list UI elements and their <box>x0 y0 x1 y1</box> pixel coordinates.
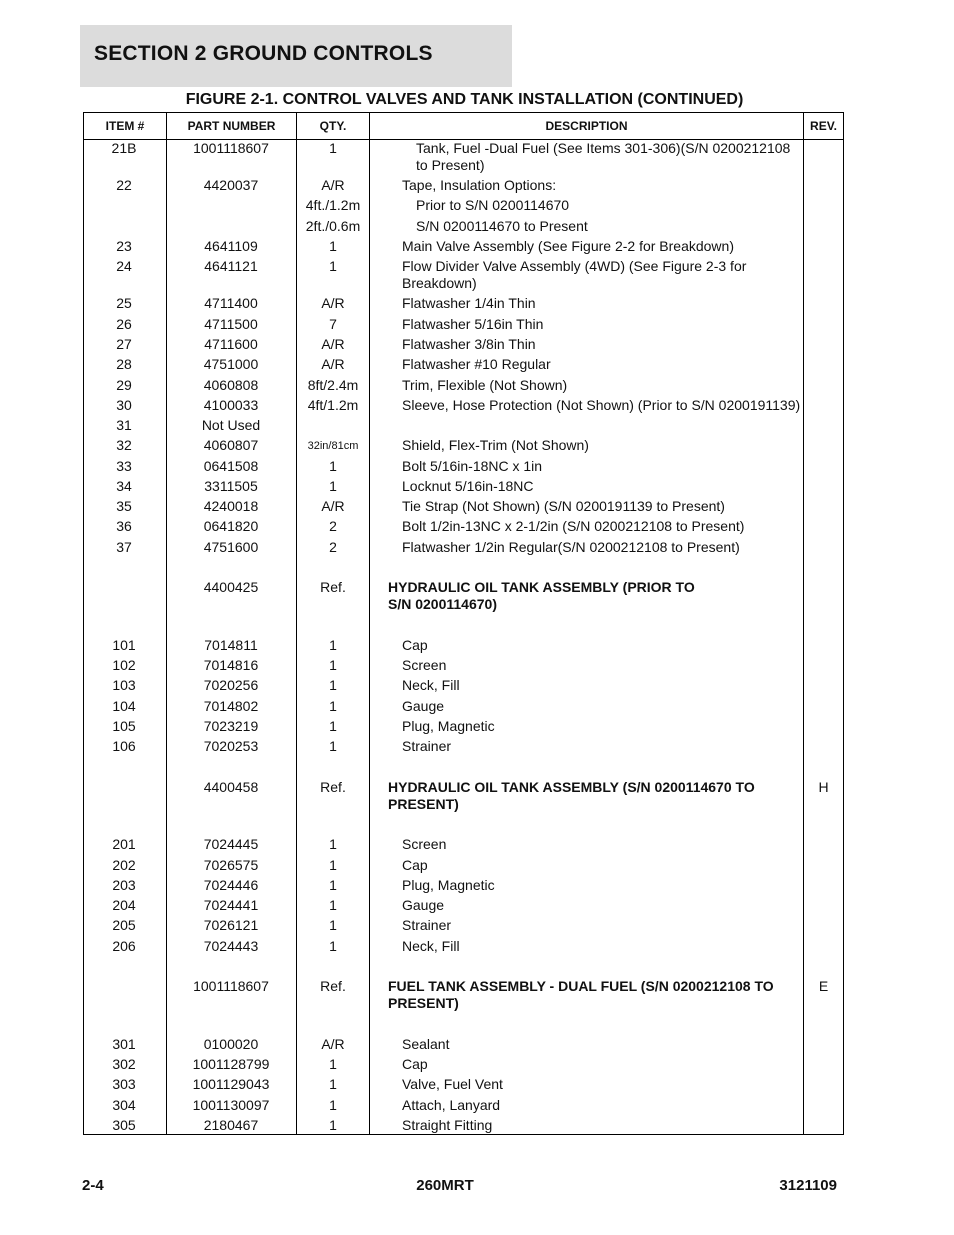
part-number-cell: 4751600 <box>203 539 259 555</box>
item-number-cell: 103 <box>112 677 136 693</box>
description-cell: Plug, Magnetic <box>402 877 495 893</box>
qty-cell: 1 <box>329 738 337 754</box>
item-number-cell: 206 <box>112 938 136 954</box>
col-header-item: ITEM # <box>105 119 145 133</box>
part-number-cell: 4400425 <box>203 579 259 595</box>
section-title: SECTION 2 GROUND CONTROLS <box>94 42 433 65</box>
qty-cell: 1 <box>329 258 337 274</box>
item-number-cell: 26 <box>116 316 132 332</box>
footer-doc-number: 3121109 <box>779 1177 837 1194</box>
qty-cell: 1 <box>329 458 337 474</box>
qty-cell: 1 <box>329 718 337 734</box>
qty-cell: 2ft./0.6m <box>305 218 361 234</box>
part-number-cell: 7020253 <box>203 738 259 754</box>
description-cell: Strainer <box>402 917 452 933</box>
item-number-cell: 30 <box>116 397 132 413</box>
item-number-cell: 203 <box>112 877 136 893</box>
part-number-cell: 0100020 <box>203 1036 259 1052</box>
description-cell: Flatwasher #10 Regular <box>402 356 551 372</box>
part-number-cell: 7024443 <box>203 938 259 954</box>
part-number-cell: 7024441 <box>203 897 259 913</box>
part-number-cell: 4711600 <box>204 336 258 352</box>
qty-cell: 2 <box>329 539 337 555</box>
description-cell: Gauge <box>402 698 445 714</box>
item-number-cell: 302 <box>112 1056 136 1072</box>
part-number-cell: 1001128799 <box>192 1056 270 1072</box>
description-cell: Flatwasher 1/2in Regular(S/N 0200212108 to Present) <box>402 539 740 555</box>
qty-cell: 1 <box>329 478 337 494</box>
rev-cell: H <box>818 779 829 795</box>
qty-cell: 1 <box>329 938 337 954</box>
part-number-cell: 4711400 <box>204 295 258 311</box>
qty-cell: A/R <box>321 356 345 372</box>
part-number-cell: 7014811 <box>204 637 258 653</box>
part-number-cell: 3311505 <box>204 478 258 494</box>
part-number-cell: 4100033 <box>203 397 259 413</box>
item-number-cell: 21B <box>111 140 137 156</box>
qty-cell: 1 <box>329 1117 337 1133</box>
part-number-cell: 4751000 <box>203 356 259 372</box>
item-number-cell: 23 <box>116 238 132 254</box>
description-cell: Neck, Fill <box>402 677 460 693</box>
description-cell: PRESENT) <box>388 796 459 812</box>
qty-cell: 1 <box>329 1097 337 1113</box>
description-cell: Valve, Fuel Vent <box>402 1076 503 1092</box>
item-number-cell: 202 <box>112 857 136 873</box>
part-number-cell: 7014802 <box>203 698 259 714</box>
description-cell: Cap <box>402 1056 428 1072</box>
description-cell: Sealant <box>402 1036 450 1052</box>
part-number-cell: 7026575 <box>203 857 259 873</box>
qty-cell: 1 <box>329 857 337 873</box>
qty-cell: 1 <box>329 140 337 156</box>
qty-cell: 1 <box>329 1056 337 1072</box>
figure-title: FIGURE 2-1. CONTROL VALVES AND TANK INSTALLATION (CONTINUED) <box>185 91 744 108</box>
item-number-cell: 204 <box>112 897 136 913</box>
qty-cell: 4ft/1.2m <box>307 397 359 413</box>
part-number-cell: 1001130097 <box>192 1097 270 1113</box>
description-cell: Locknut 5/16in-18NC <box>402 478 534 494</box>
item-number-cell: 34 <box>116 478 132 494</box>
footer-model: 260MRT <box>416 1177 474 1194</box>
item-number-cell: 33 <box>116 458 132 474</box>
description-cell: PRESENT) <box>388 995 459 1011</box>
footer-page-number: 2-4 <box>82 1177 104 1194</box>
item-number-cell: 31 <box>116 417 132 433</box>
description-cell: Flow Divider Valve Assembly (4WD) (See Figure 2-3 for <box>402 258 747 274</box>
description-cell: Neck, Fill <box>402 938 460 954</box>
part-number-cell: 0641508 <box>203 458 259 474</box>
part-number-cell: 7023219 <box>203 718 259 734</box>
item-number-cell: 25 <box>116 295 132 311</box>
description-cell: Attach, Lanyard <box>402 1097 501 1113</box>
qty-cell: A/R <box>321 1036 345 1052</box>
part-number-cell: 2180467 <box>203 1117 259 1133</box>
part-number-cell: 4240018 <box>203 498 259 514</box>
qty-cell: 1 <box>329 836 337 852</box>
rev-cell: E <box>818 978 829 994</box>
description-cell: S/N 0200114670 to Present <box>416 218 588 234</box>
qty-cell: A/R <box>321 498 345 514</box>
qty-cell: 1 <box>329 877 337 893</box>
part-number-cell: 4420037 <box>203 177 259 193</box>
item-number-cell: 301 <box>112 1036 136 1052</box>
item-number-cell: 305 <box>112 1117 136 1133</box>
part-number-cell: 1001118607 <box>193 140 269 156</box>
description-cell: to Present) <box>416 157 485 173</box>
part-number-cell: 4641109 <box>204 238 258 254</box>
description-cell: Trim, Flexible (Not Shown) <box>402 377 568 393</box>
description-cell: Tank, Fuel -Dual Fuel (See Items 301-306)(S/N 0200212108 <box>416 140 791 156</box>
col-header-description: DESCRIPTION <box>545 119 628 133</box>
part-number-cell: 1001118607 <box>193 978 269 994</box>
item-number-cell: 106 <box>112 738 136 754</box>
part-number-cell: 7024446 <box>203 877 259 893</box>
item-number-cell: 102 <box>112 657 136 673</box>
item-number-cell: 304 <box>112 1097 136 1113</box>
item-number-cell: 22 <box>116 177 132 193</box>
item-number-cell: 27 <box>116 336 132 352</box>
description-cell: S/N 0200114670) <box>388 596 497 612</box>
part-number-cell: 1001129043 <box>192 1076 270 1092</box>
description-cell: Screen <box>402 657 447 673</box>
item-number-cell: 37 <box>116 539 132 555</box>
description-cell: Flatwasher 3/8in Thin <box>402 336 536 352</box>
part-number-cell: 0641820 <box>203 518 259 534</box>
col-header-rev: REV. <box>810 119 837 133</box>
description-cell: Breakdown) <box>402 275 477 291</box>
item-number-cell: 101 <box>112 637 136 653</box>
column-divider <box>369 113 370 1134</box>
qty-cell: Ref. <box>320 579 346 595</box>
qty-cell: 32in/81cm <box>307 440 359 452</box>
qty-cell: 2 <box>329 518 337 534</box>
description-cell: HYDRAULIC OIL TANK ASSEMBLY (PRIOR TO <box>388 579 695 595</box>
qty-cell: A/R <box>321 177 345 193</box>
description-cell: Flatwasher 5/16in Thin <box>402 316 544 332</box>
part-number-cell: 4060807 <box>203 437 259 453</box>
col-header-part-number: PART NUMBER <box>187 119 276 133</box>
qty-cell: 8ft/2.4m <box>307 377 359 393</box>
part-number-cell: Not Used <box>201 417 261 433</box>
qty-cell: 1 <box>329 917 337 933</box>
description-cell: Strainer <box>402 738 452 754</box>
part-number-cell: 4400458 <box>203 779 259 795</box>
description-cell: Screen <box>402 836 447 852</box>
qty-cell: 1 <box>329 677 337 693</box>
qty-cell: 7 <box>329 316 337 332</box>
qty-cell: A/R <box>321 295 345 311</box>
qty-cell: 1 <box>329 698 337 714</box>
description-cell: Shield, Flex-Trim (Not Shown) <box>402 437 589 453</box>
qty-cell: A/R <box>321 336 345 352</box>
item-number-cell: 35 <box>116 498 132 514</box>
description-cell: Gauge <box>402 897 445 913</box>
qty-cell: 1 <box>329 637 337 653</box>
part-number-cell: 7026121 <box>203 917 259 933</box>
item-number-cell: 105 <box>112 718 136 734</box>
part-number-cell: 7024445 <box>203 836 259 852</box>
qty-cell: 1 <box>329 897 337 913</box>
item-number-cell: 24 <box>116 258 132 274</box>
description-cell: Sleeve, Hose Protection (Not Shown) (Prior to S/N 0200191139) <box>402 397 801 413</box>
description-cell: Tape, Insulation Options: <box>402 177 557 193</box>
description-cell: Bolt 1/2in-13NC x 2-1/2in (S/N 0200212108 to Present) <box>402 518 745 534</box>
description-cell: Plug, Magnetic <box>402 718 495 734</box>
col-header-qty: QTY. <box>319 119 347 133</box>
qty-cell: Ref. <box>320 779 346 795</box>
description-cell: Prior to S/N 0200114670 <box>416 197 570 213</box>
description-cell: Main Valve Assembly (See Figure 2-2 for Breakdown) <box>402 238 734 254</box>
item-number-cell: 36 <box>116 518 132 534</box>
description-cell: Straight Fitting <box>402 1117 493 1133</box>
item-number-cell: 28 <box>116 356 132 372</box>
qty-cell: 4ft./1.2m <box>305 197 361 213</box>
part-number-cell: 4060808 <box>203 377 259 393</box>
item-number-cell: 32 <box>116 437 132 453</box>
description-cell: FUEL TANK ASSEMBLY - DUAL FUEL (S/N 0200212108 TO <box>388 978 774 994</box>
description-cell: Cap <box>402 857 428 873</box>
description-cell: Bolt 5/16in-18NC x 1in <box>402 458 543 474</box>
qty-cell: 1 <box>329 238 337 254</box>
item-number-cell: 205 <box>112 917 136 933</box>
qty-cell: Ref. <box>320 978 346 994</box>
part-number-cell: 7014816 <box>203 657 259 673</box>
part-number-cell: 4641121 <box>204 258 258 274</box>
item-number-cell: 104 <box>112 698 136 714</box>
part-number-cell: 7020256 <box>203 677 259 693</box>
item-number-cell: 29 <box>116 377 132 393</box>
item-number-cell: 303 <box>112 1076 136 1092</box>
qty-cell: 1 <box>329 657 337 673</box>
section-header-bar <box>80 25 512 87</box>
item-number-cell: 201 <box>112 836 136 852</box>
description-cell: Cap <box>402 637 428 653</box>
description-cell: Flatwasher 1/4in Thin <box>402 295 536 311</box>
qty-cell: 1 <box>329 1076 337 1092</box>
part-number-cell: 4711500 <box>204 316 258 332</box>
description-cell: HYDRAULIC OIL TANK ASSEMBLY (S/N 0200114670 TO <box>388 779 755 795</box>
description-cell: Tie Strap (Not Shown) (S/N 0200191139 to Present) <box>402 498 725 514</box>
